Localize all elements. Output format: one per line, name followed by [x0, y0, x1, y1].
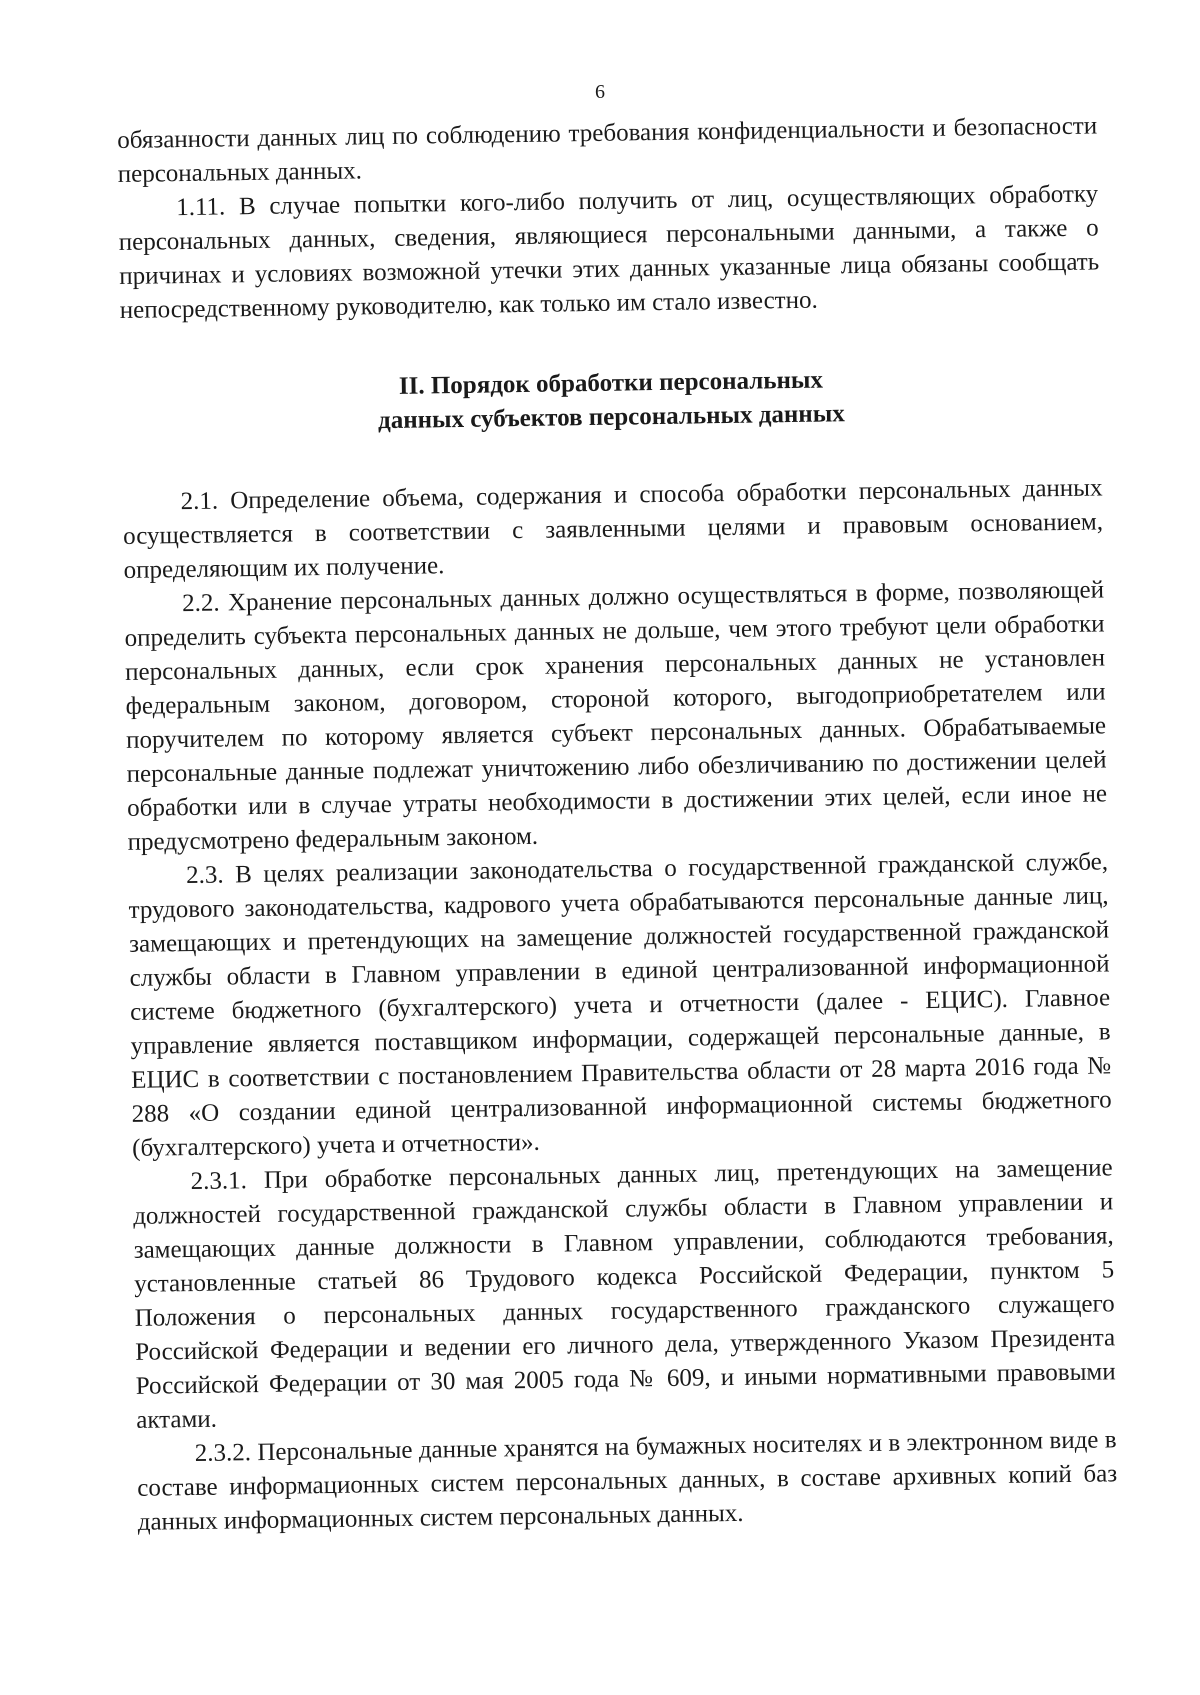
paragraph-2-2: 2.2. Хранение персональных данных должно осуществляться в форме, позволяющей определить субъекта персональных данных не дольше, чем этого требуют цели обработки персональных данных, если срок хранения персональных данных не установлен федеральным законом, договором, стороной которого, выгодоприобретателем или поручителем по которому является субъект персональных данных. Обрабатываемые персональные данные подлежат уничтожению либо обезличиванию по достижении целей обработки или в случае утраты необходимости в достижении этих целей, если иное не предусмотрено федеральным законом. — [124, 576, 1108, 856]
paragraph-continued: обязанности данных лиц по соблюдению требования конфиденциальности и безопасности персональных данных. — [117, 112, 1098, 188]
paragraph-2-3: 2.3. В целях реализации законодательства о государственной гражданской службе, трудового законодательства, кадрового учета обрабатываются персональные данные лиц, замещающих и претендующих на замещение должностей государственной гражданской службы области в Главном управлении в единой централизованной информационной системе бюджетного (бухгалтерского) учета и отчетности (далее - ЕЦИС). Главное управление является поставщиком информации, содержащей персональные данные, в ЕЦИС в соответствии с постановлением Правительства области от 28 марта 2016 года № 288 «О создании единой централизованной информационной системы бюджетного (бухгалтерского) учета и отчетности». — [128, 848, 1112, 1162]
paragraph-2-3-2: 2.3.2. Персональные данные хранятся на бумажных носителях и в электронном виде в составе информационных систем персональных данных, в составе архивных копий баз данных информационных систем персональных данных. — [137, 1426, 1118, 1536]
paragraph-2-1: 2.1. Определение объема, содержания и способа обработки персональных данных осуществляется в соответствии с заявленными целями и правовым основанием, определяющим их получение. — [122, 474, 1104, 584]
section-heading-line-2: данных субъектов персональных данных — [377, 400, 845, 435]
paragraph-1-11: 1.11. В случае попытки кого-либо получить от лиц, осуществляющих обработку персональных данных, сведения, являющиеся персональными данными, а также о причинах и условиях возможной утечки этих данных указанные лица обязаны сообщать непосредственному руководителю, как только им стало известно. — [118, 180, 1100, 324]
section-heading-line-1: II. Порядок обработки персональных — [398, 366, 824, 400]
section-heading — [121, 359, 1102, 442]
page-number: 6 — [595, 81, 605, 103]
paragraph-2-3-1: 2.3.1. При обработке персональных данных лиц, претендующих на замещение должностей государственной гражданской службы области в Главном управлении и замещающих данные должности в Главном управлении, соблюдаются требования, установленные статьей 86 Трудового кодекса Российской Федерации, пунктом 5 Положения о персональных данных государственного гражданского служащего Российской Федерации и ведении его личного дела, утвержденного Указом Президента Российской Федерации от 30 мая 2005 года № 609, и иными нормативными правовыми актами. — [133, 1154, 1116, 1434]
document-body — [117, 109, 1118, 1539]
